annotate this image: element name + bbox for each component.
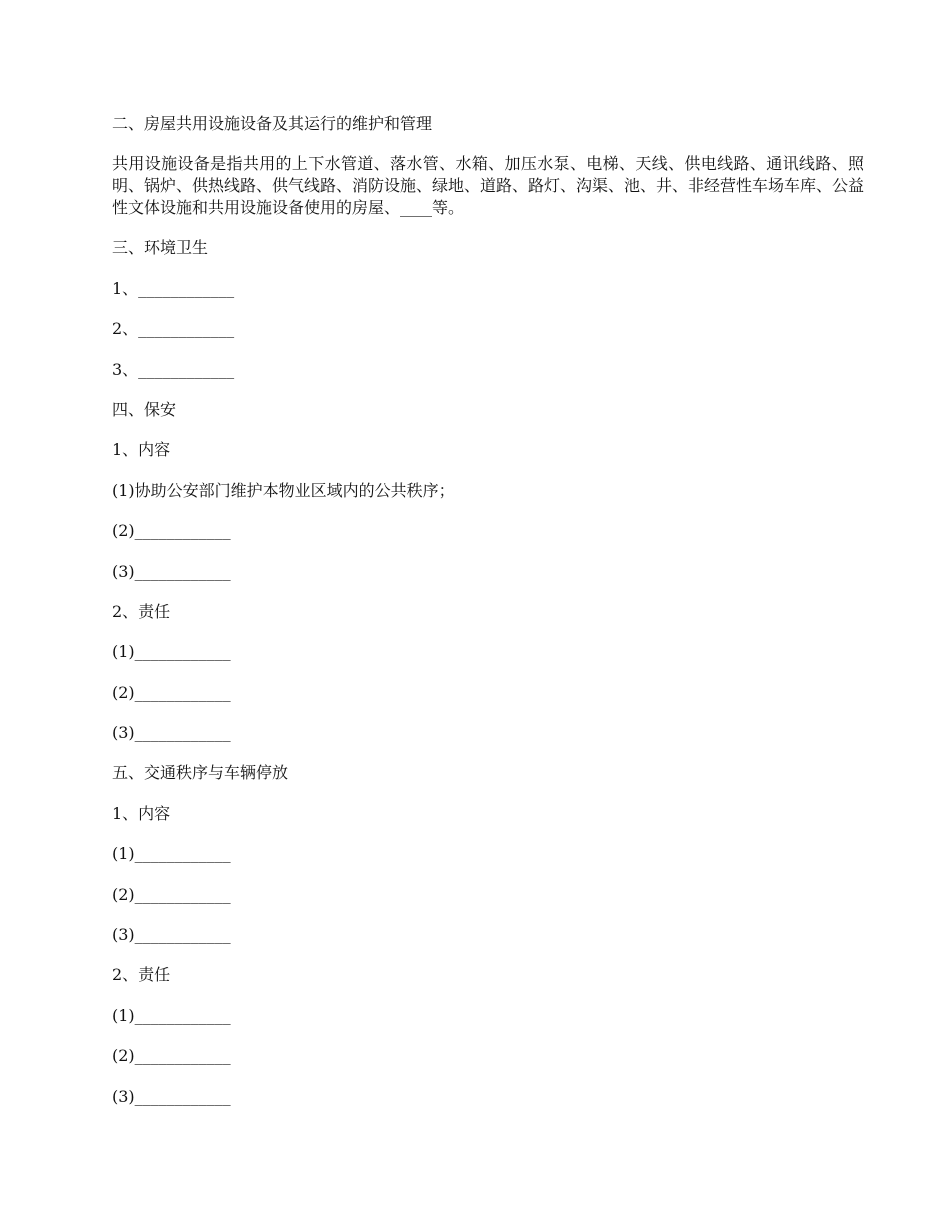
env-item-3: 3、____________	[112, 359, 235, 379]
traffic-content-title: 1、内容	[112, 803, 171, 823]
traffic-duty-item-3: (3)____________	[112, 1086, 231, 1106]
env-item-1: 1、____________	[112, 278, 235, 298]
env-item-2: 2、____________	[112, 319, 235, 339]
traffic-duty-item-2: (2)____________	[112, 1046, 231, 1066]
security-content-item-3: (3)____________	[112, 561, 231, 581]
traffic-content-item-3: (3)____________	[112, 925, 231, 945]
security-duty-item-1: (1)____________	[112, 642, 231, 662]
traffic-duty-title: 2、责任	[112, 965, 171, 985]
security-duty-item-3: (3)____________	[112, 723, 231, 743]
section-heading-3: 三、环境卫生	[112, 238, 209, 258]
security-duty-item-2: (2)____________	[112, 682, 231, 702]
section-heading-5: 五、交通秩序与车辆停放	[112, 763, 289, 783]
traffic-content-item-2: (2)____________	[112, 884, 231, 904]
section-heading-2: 二、房屋共用设施设备及其运行的维护和管理	[112, 114, 433, 133]
section-heading-4: 四、保安	[112, 399, 177, 419]
security-content-item-1: (1)协助公安部门维护本物业区域内的公共秩序；	[112, 480, 455, 500]
security-content-item-2: (2)____________	[112, 521, 231, 541]
traffic-content-item-1: (1)____________	[112, 844, 231, 864]
facilities-paragraph: 共用设施设备是指共用的上下水管道、落水管、水箱、加压水泵、电梯、天线、供电线路、通讯线路、照明、锅炉、供热线路、供气线路、消防设施、绿地、道路、路灯、沟渠、池、井、非经营性车场车库、公益性文体设施和共用设施设备使用的房屋、____等。	[112, 154, 865, 218]
security-content-title: 1、内容	[112, 440, 171, 460]
security-duty-title: 2、责任	[112, 601, 171, 621]
document-page	[112, 113, 864, 1126]
traffic-duty-item-1: (1)____________	[112, 1005, 231, 1025]
